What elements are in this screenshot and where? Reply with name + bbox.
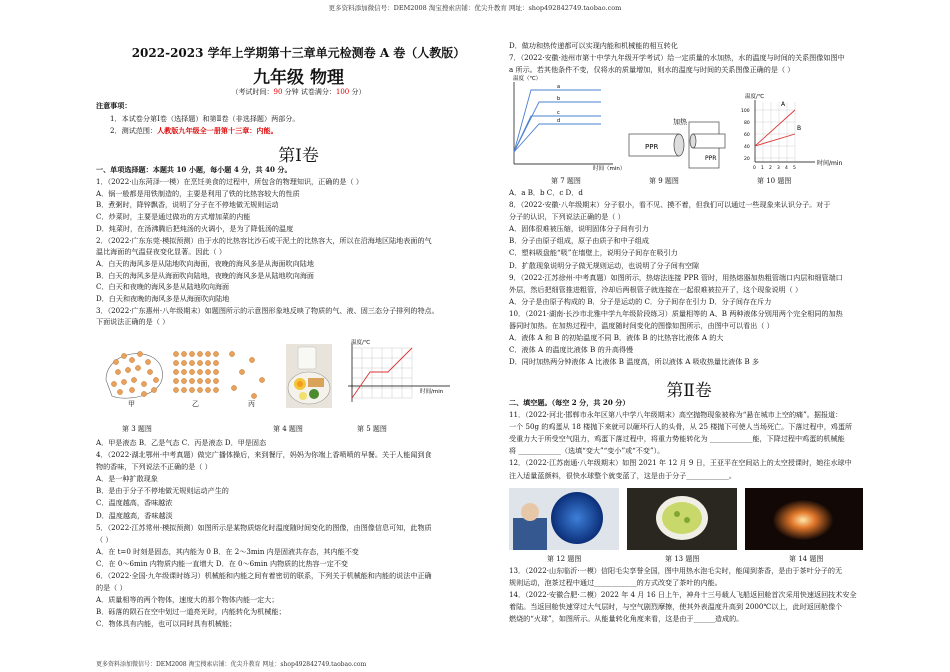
caption-fig3: 第 3 题图: [122, 425, 152, 433]
fig3-jia-molecule: [145, 359, 150, 364]
question-line: C．塑料吸盘能“吸”在墙壁上，说明分子间存在吸引力: [509, 248, 678, 258]
fig3-bing-molecule: [231, 385, 236, 390]
question-line: 规则运动，泡茶过程中通过____________的方式改变了茶叶的内能。: [509, 578, 722, 588]
q3-options: A．甲是液态 B．乙是气态 C．丙是液态 D．甲是固态: [96, 438, 267, 447]
question-line: A．固体很难被压缩，说明固体分子间有引力: [509, 224, 649, 234]
question-line: 着陆。当返回舱快速穿过大气层时，与空气剧烈摩擦，使其外表温度升高到 2000℃以上，此时返回舱像个: [509, 602, 843, 612]
fig3-bing-molecule: [259, 377, 264, 382]
question-line: 6．（2022·全国·九年级课时练习）机械能和内能之间有着密切的联系，下列关于机械能和内能的说法中正确: [96, 571, 432, 580]
caption-fig13: 第 13 题图: [665, 555, 700, 563]
question-line: 4．（2022·湖北鄂州·中考真题）做完广播体操后，来到餐厅，妈妈为你端上香喷喷的早餐。关于人能闻到食: [96, 450, 432, 459]
fig3-yi-molecule: [189, 378, 194, 383]
fig3-yi-molecule: [181, 378, 186, 383]
caption-fig12: 第 12 题图: [547, 555, 582, 563]
caption-fig14: 第 14 题图: [789, 555, 824, 563]
fig10-xtick-5: 5: [793, 166, 796, 171]
score-value: 100: [335, 88, 350, 96]
fig7-line-d: [514, 124, 601, 152]
fig3-yi-molecule: [173, 360, 178, 365]
question-line: D．温度越高，香味越淡: [96, 510, 173, 520]
question-line: 分子的认识，下列说法正确的是（ ）: [509, 212, 625, 222]
fig3-jia-molecule: [115, 369, 120, 374]
fig5-ylabel: 温度/℃: [351, 340, 371, 346]
fig3-yi-molecule: [205, 351, 210, 356]
question-line: 13．（2022·山东临沂·一模）信阳毛尖享誉全国，图中用热水泡毛尖时，能闻到茶香，是由于茶叶分子的无: [509, 566, 843, 575]
question-line: A．白天的海风多是从陆地吹向海面，夜晚的海风多是从海面吹向陆地: [96, 258, 314, 268]
part-1-heading: 第Ⅰ卷: [278, 146, 319, 166]
fig3-yi-molecule: [197, 378, 202, 383]
fig3-bing-molecule: [251, 393, 256, 398]
question-line: 5．（2022·江苏常州·模拟预测）如图所示是某物质熔化时温度随时间变化的图像，由图像信息可知，此物质: [96, 522, 432, 532]
ppr-label-1: PPR: [645, 143, 659, 151]
question-line: A．质量相等的两个物体，速度大的那个物体内能一定大；: [96, 595, 279, 605]
question-line: D．炖菜时，在汤沸腾后把炖汤的火调小，是为了降低汤的温度: [96, 223, 294, 233]
fig3-yi-molecule: [189, 360, 194, 365]
fig10-xlabel: 时间/min: [817, 160, 843, 167]
fig10-ylabel: 温度/℃: [745, 94, 765, 100]
time-unit: 分钟 试卷满分：: [282, 88, 336, 96]
caption-fig10: 第 10 题图: [757, 177, 792, 185]
question-line: A．在 t=0 时刻是固态，其内能为 0 B．在 2～3min 内是固液共存态，其内能不变: [96, 546, 359, 556]
fig3-yi-molecule: [205, 360, 210, 365]
question-line: B．煮粥时，降锌飘香，说明了分子在不停地做无规则运动: [96, 200, 279, 210]
fig3-yi-molecule: [189, 351, 194, 356]
section-1-heading: 一、单项选择题：本题共 10 小题，每小题 4 分，共 40 分。: [96, 165, 292, 174]
question-line: D．同时加热两分钟液体 A 比液体 B 温度高，所以液体 A 吸收热量比液体 B 多: [509, 357, 760, 367]
fig3-yi-molecule: [205, 387, 210, 392]
question-line: D．做功和热传递都可以实现内能和机械能的相互转化: [509, 41, 678, 50]
fig7-label-d: d: [557, 118, 561, 124]
caption-fig5: 第 5 题图: [357, 425, 387, 433]
fig3-yi-molecule: [213, 351, 218, 356]
question-line: A．分子是由原子构成的 B．分子是运动的 C．分子间存在引力 D．分子间存在斥力: [509, 296, 772, 306]
ppr-label-2: PPR: [705, 155, 717, 162]
fig3-jia-molecule: [111, 381, 116, 386]
fig3-jia-molecule: [129, 357, 134, 362]
fig3-jia-molecule: [131, 377, 136, 382]
question-line: 燃烧的“火球”，如图所示。从能量转化角度来看，这是由于______造成的。: [509, 614, 744, 624]
question-line: B．分子由原子组成，原子由质子和中子组成: [509, 236, 649, 246]
fig3-yi-molecule: [205, 369, 210, 374]
fig3-yi-molecule: [173, 351, 178, 356]
fig10-series-a: A: [781, 101, 786, 108]
fig10-ytick-60: 60: [744, 133, 750, 138]
question-line: 一个 50g 的鸡蛋从 18 楼抛下来就可以砸坏行人的头骨，从 25 楼抛下可使人当场死亡。下落过程中，鸡蛋所: [509, 422, 853, 432]
fig10-line-a: [755, 110, 795, 146]
fig3-jia-molecule: [135, 365, 140, 370]
fig3-yi-molecule: [197, 387, 202, 392]
question-line: A．液体 A 和 B 的初始温度不同 B．液体 B 的比热容比液体 A 的大: [509, 333, 724, 343]
fig3-label-jia: 甲: [128, 400, 135, 408]
question-line: 14．（2022·安徽合肥·二模）2022 年 4 月 16 日上午，神舟十三号载人飞船返回舱首次采用快速返回技术安全: [509, 590, 857, 600]
time-value: 90: [273, 88, 283, 96]
fig3-yi-molecule: [181, 369, 186, 374]
question-line: C．液体 A 的温度比液体 B 的升高得慢: [509, 345, 634, 355]
fig3-jia-molecule: [117, 389, 122, 394]
note-2-label: 2．测试范围：: [110, 126, 158, 135]
fig3-bing-molecule: [239, 369, 244, 374]
fig3-yi-molecule: [189, 387, 194, 392]
fig3-yi-molecule: [181, 360, 186, 365]
question-line: 温比海面的气温昼夜变化显著。因此（ ）: [96, 247, 226, 257]
caption-fig7: 第 7 题图: [551, 177, 581, 185]
fig3-jia-molecule: [151, 387, 156, 392]
fig3-yi-molecule: [197, 360, 202, 365]
photo-q12-astronaut: [509, 488, 619, 550]
fig7-ylabel: 温度（℃）: [513, 76, 542, 82]
question-line: 下面说法正确的是（ ）: [96, 317, 170, 327]
fig3-yi-molecule: [173, 378, 178, 383]
question-line: 7．（2022·安徽·池州市第十中学九年级开学考试）给一定质量的水加热，水的温度与时间的关系图像如图中: [509, 53, 845, 62]
score-unit: 分）: [349, 88, 366, 96]
fig10-xtick-2: 2: [769, 166, 772, 171]
fig10-ytick-80: 80: [744, 121, 750, 126]
exam-meta: [96, 87, 501, 97]
question-line: 物的香味，下列说法不正确的是（ ）: [96, 462, 212, 472]
photo-q13-tea: [627, 488, 737, 550]
fig10-series-b: B: [797, 125, 802, 132]
question-line: （ ）: [96, 534, 113, 544]
fig3-jia-molecule: [141, 391, 146, 396]
question-line: 外层，然后把细管推进粗管，冷却后两根管子就连接在一起很难被拉开了，这个现象说明（ ）: [509, 284, 803, 294]
fig10-xtick-0: 0: [753, 166, 756, 171]
question-line: B．是由于分子不停地做无规则运动产生的: [96, 486, 229, 496]
fig5-xlabel: 时间/min: [420, 389, 444, 395]
fig10-xtick-3: 3: [777, 166, 780, 171]
caption-fig9: 第 9 题图: [649, 177, 679, 185]
page-header: 更多资料添加微信号：DEM2008 淘宝搜索店铺：优尖升教育 网址：shop492842749.taobao.com: [328, 4, 622, 12]
section-2-heading: 二、填空题。（每空 2 分，共 20 分）: [509, 398, 630, 407]
fig3-yi-molecule: [213, 378, 218, 383]
breakfast-photo: [286, 344, 332, 408]
fig10-xtick-1: 1: [761, 166, 764, 171]
fig3-yi-molecule: [173, 369, 178, 374]
fig3-jia-molecule: [121, 353, 126, 358]
fig10-ytick-40: 40: [744, 145, 750, 150]
fig10-ytick-20: 20: [744, 157, 750, 162]
question-line: C．在 0～6min 内物质内能一直增大 D．在 0～6min 内物质的比热容一定不变: [96, 558, 349, 568]
question-line: 8．（2022·安徽·八年级期末）分子很小，看不见、摸不着，但我们可以通过一些现象来认识分子。对于: [509, 200, 831, 209]
part-2-heading: 第Ⅱ卷: [666, 381, 712, 401]
q7-options: A．a B．b C．c D．d: [509, 188, 583, 197]
figure-10-chart: [737, 90, 867, 174]
figure-5-chart: [342, 336, 492, 410]
question-line: B．白天的海风多是从海面吹向陆地，夜晚的海风多是从陆地吹向海面: [96, 270, 315, 280]
fig3-yi-molecule: [205, 378, 210, 383]
notes-title: 注意事项：: [96, 101, 132, 110]
photo-q14-capsule: [745, 488, 863, 550]
fig3-bing-molecule: [249, 357, 254, 362]
figure-7-chart: [509, 72, 626, 172]
fig3-yi-molecule: [189, 369, 194, 374]
fig3-yi-molecule: [181, 387, 186, 392]
fig7-label-b: b: [557, 96, 561, 102]
page-footer: 更多资料添加微信号：DEM2008 淘宝搜索店铺：优尖升教育 网址：shop492842749.taobao.com: [96, 661, 367, 668]
fig7-xlabel: 时间（min）: [593, 166, 626, 172]
question-line: 12．（2022·江苏南通·八年级期末）如图 2021 年 12 月 9 日，王亚平在空间站上的太空授课时，她往水球中: [509, 458, 852, 468]
note-1: 1．本试卷分第Ⅰ卷（选择题）和第Ⅱ卷（非选择题）两部分。: [110, 114, 300, 123]
fig3-yi-molecule: [197, 351, 202, 356]
note-range: 人教版九年级全一册第十三章：内能。: [157, 126, 278, 135]
fig10-xtick-4: 4: [785, 166, 788, 171]
fig3-jia-molecule: [113, 359, 118, 364]
fig7-label-c: c: [557, 110, 560, 116]
fig3-label-yi: 乙: [192, 400, 199, 408]
fig3-yi-molecule: [197, 369, 202, 374]
question-line: 将 ____________（选填“变大”“变小”或“不变”）。: [509, 446, 665, 456]
question-line: C．白天和夜晚的海风多是从陆地吹向海面: [96, 282, 230, 292]
fig3-label-bing: 丙: [248, 400, 255, 408]
fig5-grid: [352, 348, 412, 398]
question-line: a 所示。若其他条件不变，仅将水的质量增加，则水的温度与时间的关系图像正确的是（ ）: [509, 65, 795, 74]
question-line: D．扩散现象说明分子做无规则运动，也说明了分子间有空隙: [509, 260, 700, 270]
question-line: C．炒菜时，主要是通过做功的方式增加菜的内能: [96, 212, 251, 222]
exam-subtitle: 九年级 物理: [253, 68, 344, 88]
fig3-yi-molecule: [213, 369, 218, 374]
fig3-jia-molecule: [137, 351, 142, 356]
figure-9-pipes: [621, 94, 731, 172]
fig9-heat-label: 加热: [673, 118, 687, 126]
fig3-jia-molecule: [153, 377, 158, 382]
fig3-yi-molecule: [213, 387, 218, 392]
question-line: 10．（2021·湖南·长沙市北雅中学九年级阶段练习）质量相等的 A、B 两种液体分别用两个完全相同的加热: [509, 308, 843, 318]
fig10-grid: [755, 102, 795, 162]
question-line: D．白天和夜晚的海风多是从海面吹向陆地: [96, 294, 230, 303]
time-label: （考试时间：: [231, 88, 274, 96]
pipe-thin: [693, 134, 725, 148]
question-line: 11．（2022·河北·邯郸市永年区第八中学八年级期末）高空抛物现象被称为“悬在城市上空的痛”。据报道：: [509, 410, 843, 419]
fig3-jia-molecule: [147, 369, 152, 374]
fig3-jia-molecule: [129, 387, 134, 392]
fig3-yi-molecule: [181, 351, 186, 356]
fig3-bing-molecule: [229, 351, 234, 356]
question-line: 9．（2022·江苏徐州·中考真题）如图所示，热熔法连接 PPR 管时，用热熔器加热粗管端口内层和细管端口: [509, 272, 843, 282]
fig10-ytick-100: 100: [741, 109, 750, 114]
question-line: 器同时加热。在加热过程中，温度随时间变化的图像如图所示，由图中可以看出（ ）: [509, 321, 774, 330]
caption-fig4: 第 4 题图: [273, 425, 303, 433]
pipe-thin-end: [690, 134, 696, 148]
fig3-jia-molecule: [121, 379, 126, 384]
question-line: C．温度越高，香味越浓: [96, 498, 173, 508]
question-line: C．物体具有内能，也可以同时具有机械能；: [96, 619, 237, 629]
exam-title: 2022-2023 学年上学期第十三章单元检测卷 A 卷（人教版）: [131, 46, 466, 60]
question-line: A．锅一般都是用铁制造的，主要是利用了铁的比热容较大的性质: [96, 188, 300, 198]
note-2: [110, 126, 278, 135]
fig3-yi-molecule: [173, 387, 178, 392]
question-line: 的是（ ）: [96, 583, 127, 593]
question-line: B．砾落的陨石在空中划过一道亮光时，内能转化为机械能；: [96, 607, 286, 617]
fig3-jia-molecule: [141, 381, 146, 386]
fig3-jia-molecule: [125, 367, 130, 372]
question-line: 注入适量蓝颜料，很快水球整个就变蓝了，这是由于分子____________。: [509, 470, 736, 480]
question-line: 受重力大于所受空气阻力，鸡蛋下落过程中，将重力势能转化为 ____________能，下降过程中鸡蛋的机械能: [509, 434, 845, 444]
question-line: 2．（2022·广东东莞·模拟预测）由于水的比热容比沙石或干泥土的比热容大，所以在沿海地区陆地表面的气: [96, 235, 432, 245]
question-line: 3．（2022·广东惠州·八年级期末）如题图所示的示意图形象地反映了物质的气、液、固三态分子排列的特点。: [96, 305, 439, 315]
question-line: 1．（2022·山东菏泽·一模）在烹饪美食的过程中，所包含的物理知识，正确的是（ ）: [96, 177, 363, 186]
pipe-thick-end: [674, 134, 684, 156]
fig7-label-a: a: [557, 84, 561, 90]
fig3-yi-molecule: [213, 360, 218, 365]
question-line: A．是一种扩散现象: [96, 474, 158, 484]
